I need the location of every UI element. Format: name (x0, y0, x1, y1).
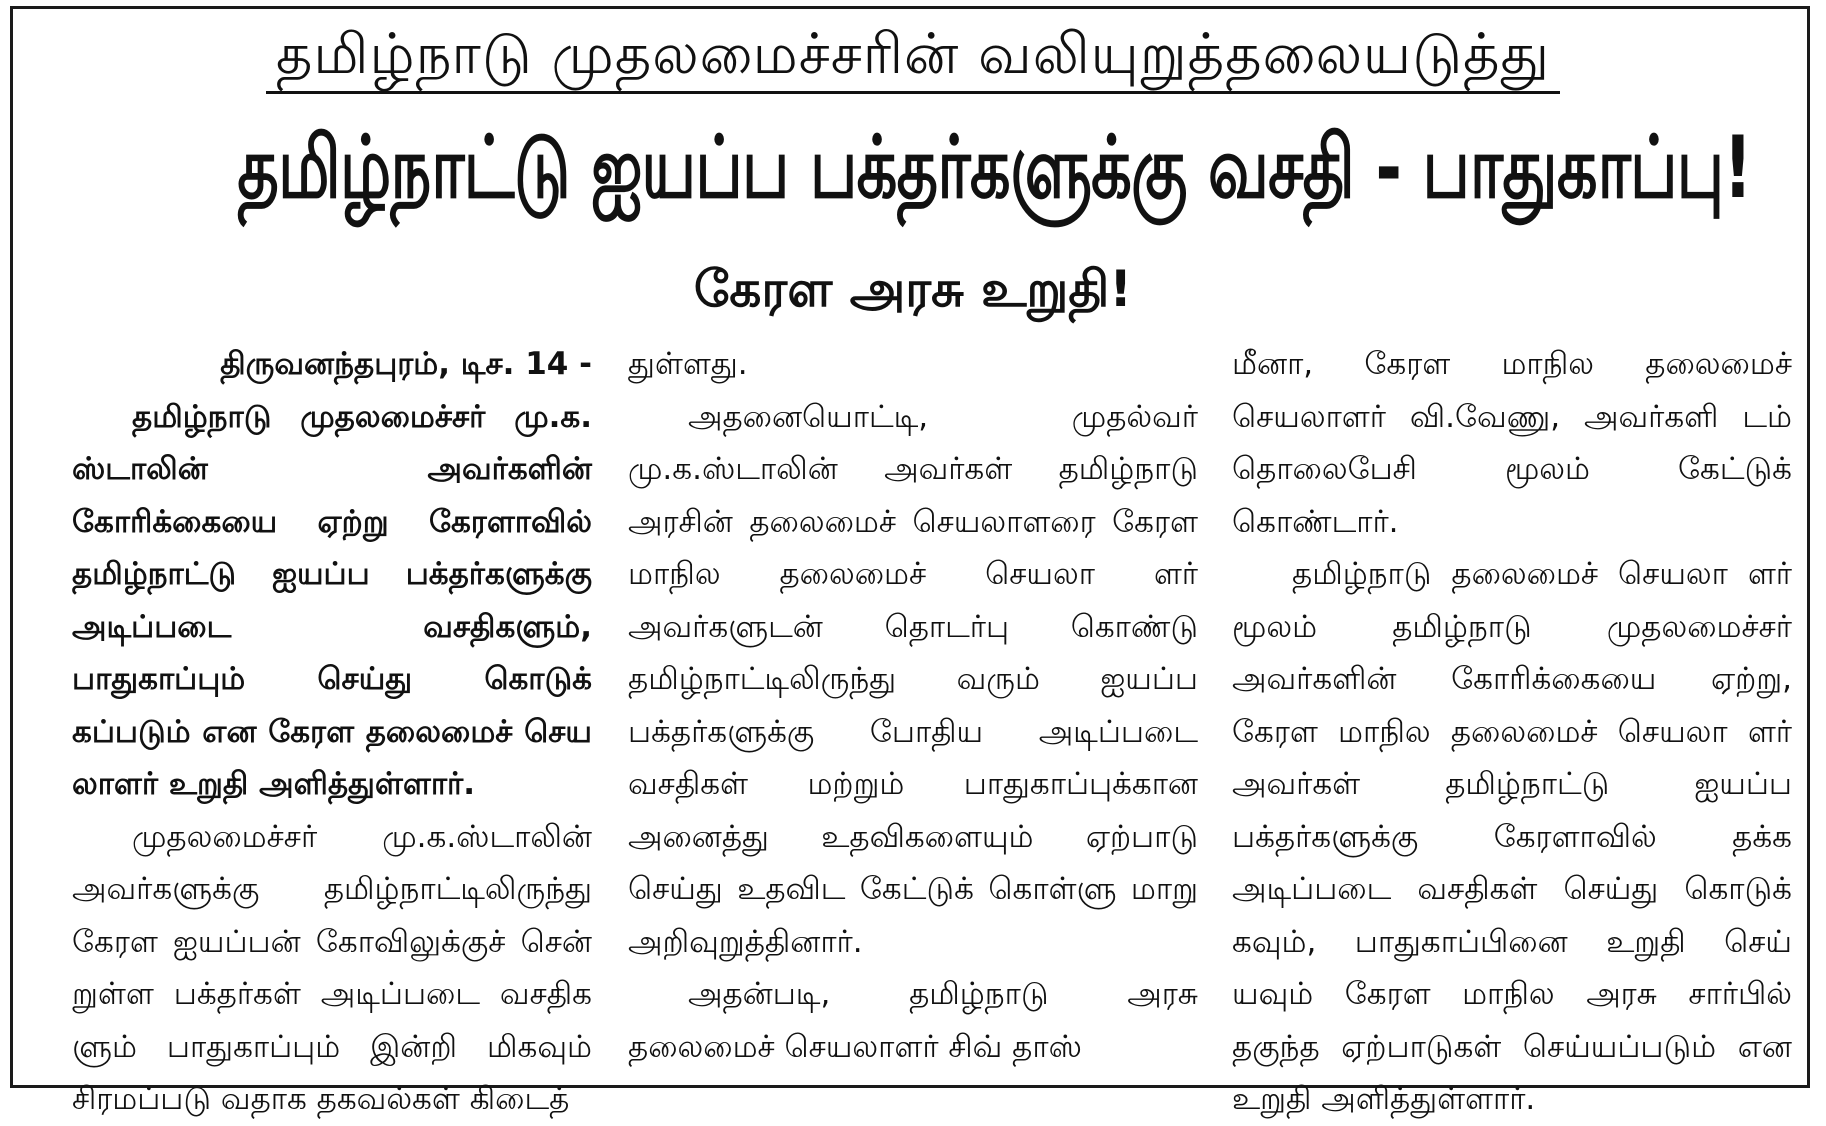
article-column-2 (628, 338, 1198, 1073)
article-column-3 (1232, 338, 1792, 1126)
body-paragraph: அதன்படி, தமிழ்நாடு அரசு தலைமைச் செயலாளர் சிவ் தாஸ் (628, 976, 1198, 1065)
body-paragraph: தமிழ்நாடு தலைமைச் செயலா ளர் மூலம் தமிழ்நாடு முதலமைச்சர் அவர்களின் கோரிக்கையை ஏற்று, கேரள மாநில தலைமைச் செயலா ளர் அவர்கள் தமிழ்நாட்டு ஐயப்ப பக்தர்களுக்கு கேரளாவில் தக்க அடிப்படை வசதிகள் செய்து கொடுக் கவும், பாதுகாப்பினை உறுதி செய் யவும் கேரள மாநில அரசு சார்பில் தகுந்த ஏற்பாடுகள் செய்யப்படும் என உறுதி அளித்துள்ளார். (1232, 556, 1792, 1117)
body-paragraph: முதலமைச்சர் மு.க.ஸ்டாலின் அவர்களுக்கு தமிழ்நாட்டிலிருந்து கேரள ஐயப்பன் கோவிலுக்குச் சென் றுள்ள பக்தர்கள் அடிப்படை வசதிக ளும் பாதுகாப்பும் இன்றி மிகவும் சிரமப்படு வதாக தகவல்கள் கிடைத் (72, 818, 592, 1117)
main-headline: தமிழ்நாட்டு ஐயப்ப பக்தர்களுக்கு வசதி - பாதுகாப்பு! (237, 118, 1752, 218)
dateline: திருவனந்தபுரம், டிச. 14 - (220, 346, 592, 382)
continued-text: மீனா, கேரள மாநில தலைமைச் செயலாளர் வி.வேணு, அவர்களி டம் தொலைபேசி மூலம் கேட்டுக் கொண்டார். (1232, 346, 1792, 540)
article-column-1 (72, 338, 592, 1126)
body-paragraph: அதனையொட்டி, முதல்வர் மு.க.ஸ்டாலின் அவர்கள் தமிழ்நாடு அரசின் தலைமைச் செயலாளரை கேரள மாநில தலைமைச் செயலா ளர் அவர்களுடன் தொடர்பு கொண்டு தமிழ்நாட்டிலிருந்து வரும் ஐயப்ப பக்தர்களுக்கு போதிய அடிப்படை வசதிகள் மற்றும் பாதுகாப்புக்கான அனைத்து உதவிகளையும் ஏற்பாடு செய்து உதவிட கேட்டுக் கொள்ளு மாறு அறிவுறுத்தினார். (628, 398, 1198, 960)
kicker-text: தமிழ்நாடு முதலமைச்சரின் வலியுறுத்தலையடுத்து (266, 22, 1560, 94)
lead-paragraph: தமிழ்நாடு முதலமைச்சர் மு.க. ஸ்டாலின் அவர்களின் கோரிக்கையை ஏற்று கேரளாவில் தமிழ்நாட்டு ஐயப்ப பக்தர்களுக்கு அடிப்படை வசதிகளும், பாதுகாப்பும் செய்து கொடுக் கப்படும் என கேரள தலைமைச் செய லாளர் உறுதி அளித்துள்ளார். (72, 398, 592, 802)
continued-text: துள்ளது. (628, 346, 748, 382)
sub-headline: கேரள அரசு உறுதி! (693, 260, 1133, 318)
kicker-headline (0, 20, 1826, 90)
